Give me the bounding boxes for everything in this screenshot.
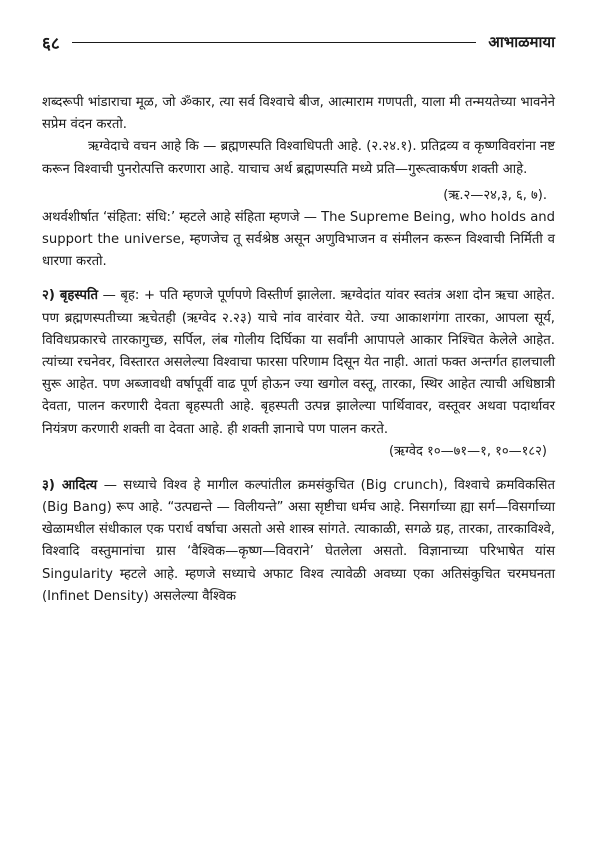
section-aditya xyxy=(42,475,555,608)
page-body xyxy=(42,92,555,608)
section-text-brihaspati: — बृह: + पति म्हणजे पूर्णपणे विस्तीर्ण झालेला. ऋग्वेदांत यांवर स्वतंत्र अशा दोन ऋचा आहेत. पण ब्रह्मणस्पतीच्या ऋचेतही (ऋग्वेद २.२३) याचे नांव वारंवार येते. ज्या आकाशगंगा तारका, आपला सूर्य, विविधप्रकारचे तारकागुच्छ, सर्पिल, लंब गोलीय दिर्घिका या सर्वांनी आपापले आकार निश्चित केलेले आहेत. त्यांच्या रचनेवर, विस्तारत असलेल्या विश्वाचा फारसा परिणाम दिसून येत नाही. आतां फक्त अन्तर्गत हालचाली सुरू आहेत. पण अब्जावधी वर्षापूर्वी वाढ पूर्ण होऊन ज्या खगोल वस्तू, तारका, स्थिर आहेत त्याची अधिष्ठात्री देवता, पालन करणारी देवता बृहस्पती आहे. बृहस्पती उत्पन्न झालेल्या पार्थिवावर, वस्तूवर अथवा पदार्थावर नियंत्रण करणारी शक्ती वा देवता आहे. ही शक्ती ज्ञानाचे पण पालन करते. xyxy=(42,288,556,437)
reference-rigveda-2: (ऋग्वेद १०—७१—१, १०—१८२) xyxy=(388,443,547,459)
section-heading-brihaspati: २) बृहस्पति xyxy=(42,288,98,304)
page-number: ६८ xyxy=(42,33,60,54)
page-header xyxy=(42,30,555,54)
running-head: आभाळमाया xyxy=(488,33,555,51)
paragraph-rigveda-quote: ऋग्वेदाचे वचन आहे कि — ब्रह्मणस्पति विश्वाधिपती आहे. (२.२४.१). प्रतिद्रव्य व कृष्णविवरांना नष्ट करून विश्वाची पुनरोत्पत्ति करणारा आहे. याचाच अर्थ ब्रह्मणस्पति मध्ये प्रति—गुरूत्वाकर्षण शक्ती आहे. xyxy=(42,139,555,177)
header-rule xyxy=(72,42,477,43)
paragraph-atharvashirsha: अथर्वशीर्षात ‘संहिता: संधि:’ म्हटले आहे संहिता म्हणजे — The Supreme Being, who holds and support the universe, म्हणजेच तू सर्वश्रेष्ठ असून अणुविभाजन व संमीलन करून विश्वाची निर्मिती व धारणा करतो. xyxy=(42,209,555,270)
paragraph-invocation: शब्दरूपी भांडाराचा मूळ, जो ॐकार, त्या सर्व विश्वाचे बीज, आत्माराम गणपती, याला मी तन्मयतेच्या भावनेने सप्रेम वंदन करतो. xyxy=(42,95,555,133)
section-heading-aditya: ३) आदित्य xyxy=(42,477,98,493)
reference-rigveda-1: (ऋ.२—२४,३, ६, ७). xyxy=(443,187,547,203)
section-text-aditya: — सध्याचे विश्व हे मागील कल्पांतील क्रमसंकुचित (Big crunch), विश्वाचे क्रमविकसित (Big Bang) रूप आहे. “उत्पद्यन्ते — विलीयन्ते” असा सृष्टीचा धर्मच आहे. निसर्गाच्या ह्या सर्ग—विसर्गाच्या खेळामधील संधीकाल एक परार्ध वर्षाचा असतो असे शास्त्र सांगते. त्याकाळी, सगळे ग्रह, तारका, तारकाविश्वे, विश्वादि वस्तुमानांचा ग्रास ‘वैश्विक—कृष्ण—विवराने’ घेतलेला असतो. विज्ञानाच्या परिभाषेत यांस Singularity म्हटले आहे. म्हणजे सध्याचे अफाट विश्व त्यावेळी अवघ्या एका अतिसंकुचित चरमघनता (Infinet Density) असलेल्या वैश्विक xyxy=(42,477,555,604)
section-brihaspati xyxy=(42,285,555,440)
